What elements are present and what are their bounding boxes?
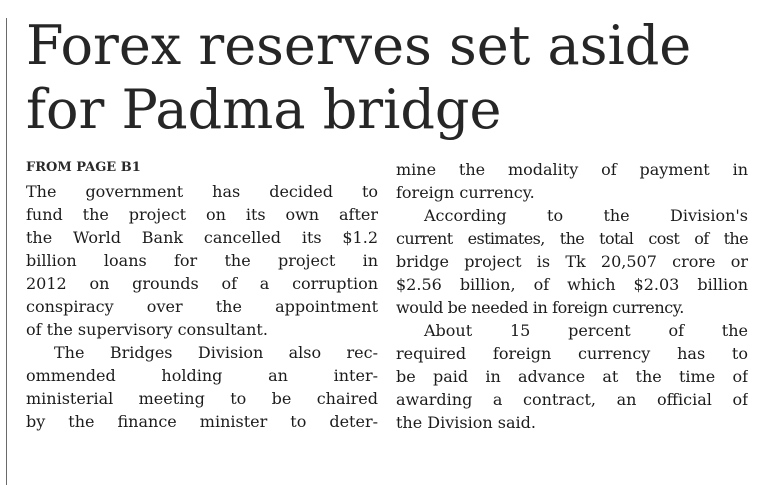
text-line: According to the Division's [424,206,748,225]
paragraph [26,180,378,341]
text-line: the Division said. [396,413,536,432]
text-line: by the finance minister to deter- [26,412,378,431]
text-line: 2012 on grounds of a corruption [26,274,378,293]
headline-line-1: Forex reserves set aside [26,14,692,77]
text-line: About 15 percent of the [424,321,748,340]
text-line: foreign currency. [396,183,535,202]
text-line: The Bridges Division also rec- [54,343,378,362]
text-line: current estimates, the total cost of the [396,229,748,248]
text-line: conspiracy over the appointment [26,297,378,316]
text-line: required foreign currency has to [396,344,748,363]
text-line: awarding a contract, an official of [396,390,748,409]
text-line: the World Bank cancelled its $1.2 [26,228,378,247]
headline-line-2: for Padma bridge [26,78,502,141]
text-line: mine the modality of payment in [396,160,748,179]
text-line: be paid in advance at the time of [396,367,748,386]
text-line: ommended holding an inter- [26,366,378,385]
text-line: $2.56 billion, of which $2.03 billion [396,275,748,294]
article-column-left [26,180,378,433]
jump-line: FROM PAGE B1 [26,160,141,175]
paragraph [396,204,748,319]
article-column-right [396,158,748,434]
paragraph [396,319,748,434]
text-line: of the supervisory consultant. [26,320,268,339]
column-rule [6,18,7,485]
text-line: bridge project is Tk 20,507 crore or [396,252,748,271]
text-line: The government has decided to [26,182,378,201]
paragraph [26,341,378,433]
headline [26,14,746,142]
paragraph [396,158,748,204]
text-line: ministerial meeting to be chaired [26,389,378,408]
text-line: billion loans for the project in [26,251,378,270]
text-line: would be needed in foreign currency. [396,298,684,317]
text-line: fund the project on its own after [26,205,378,224]
